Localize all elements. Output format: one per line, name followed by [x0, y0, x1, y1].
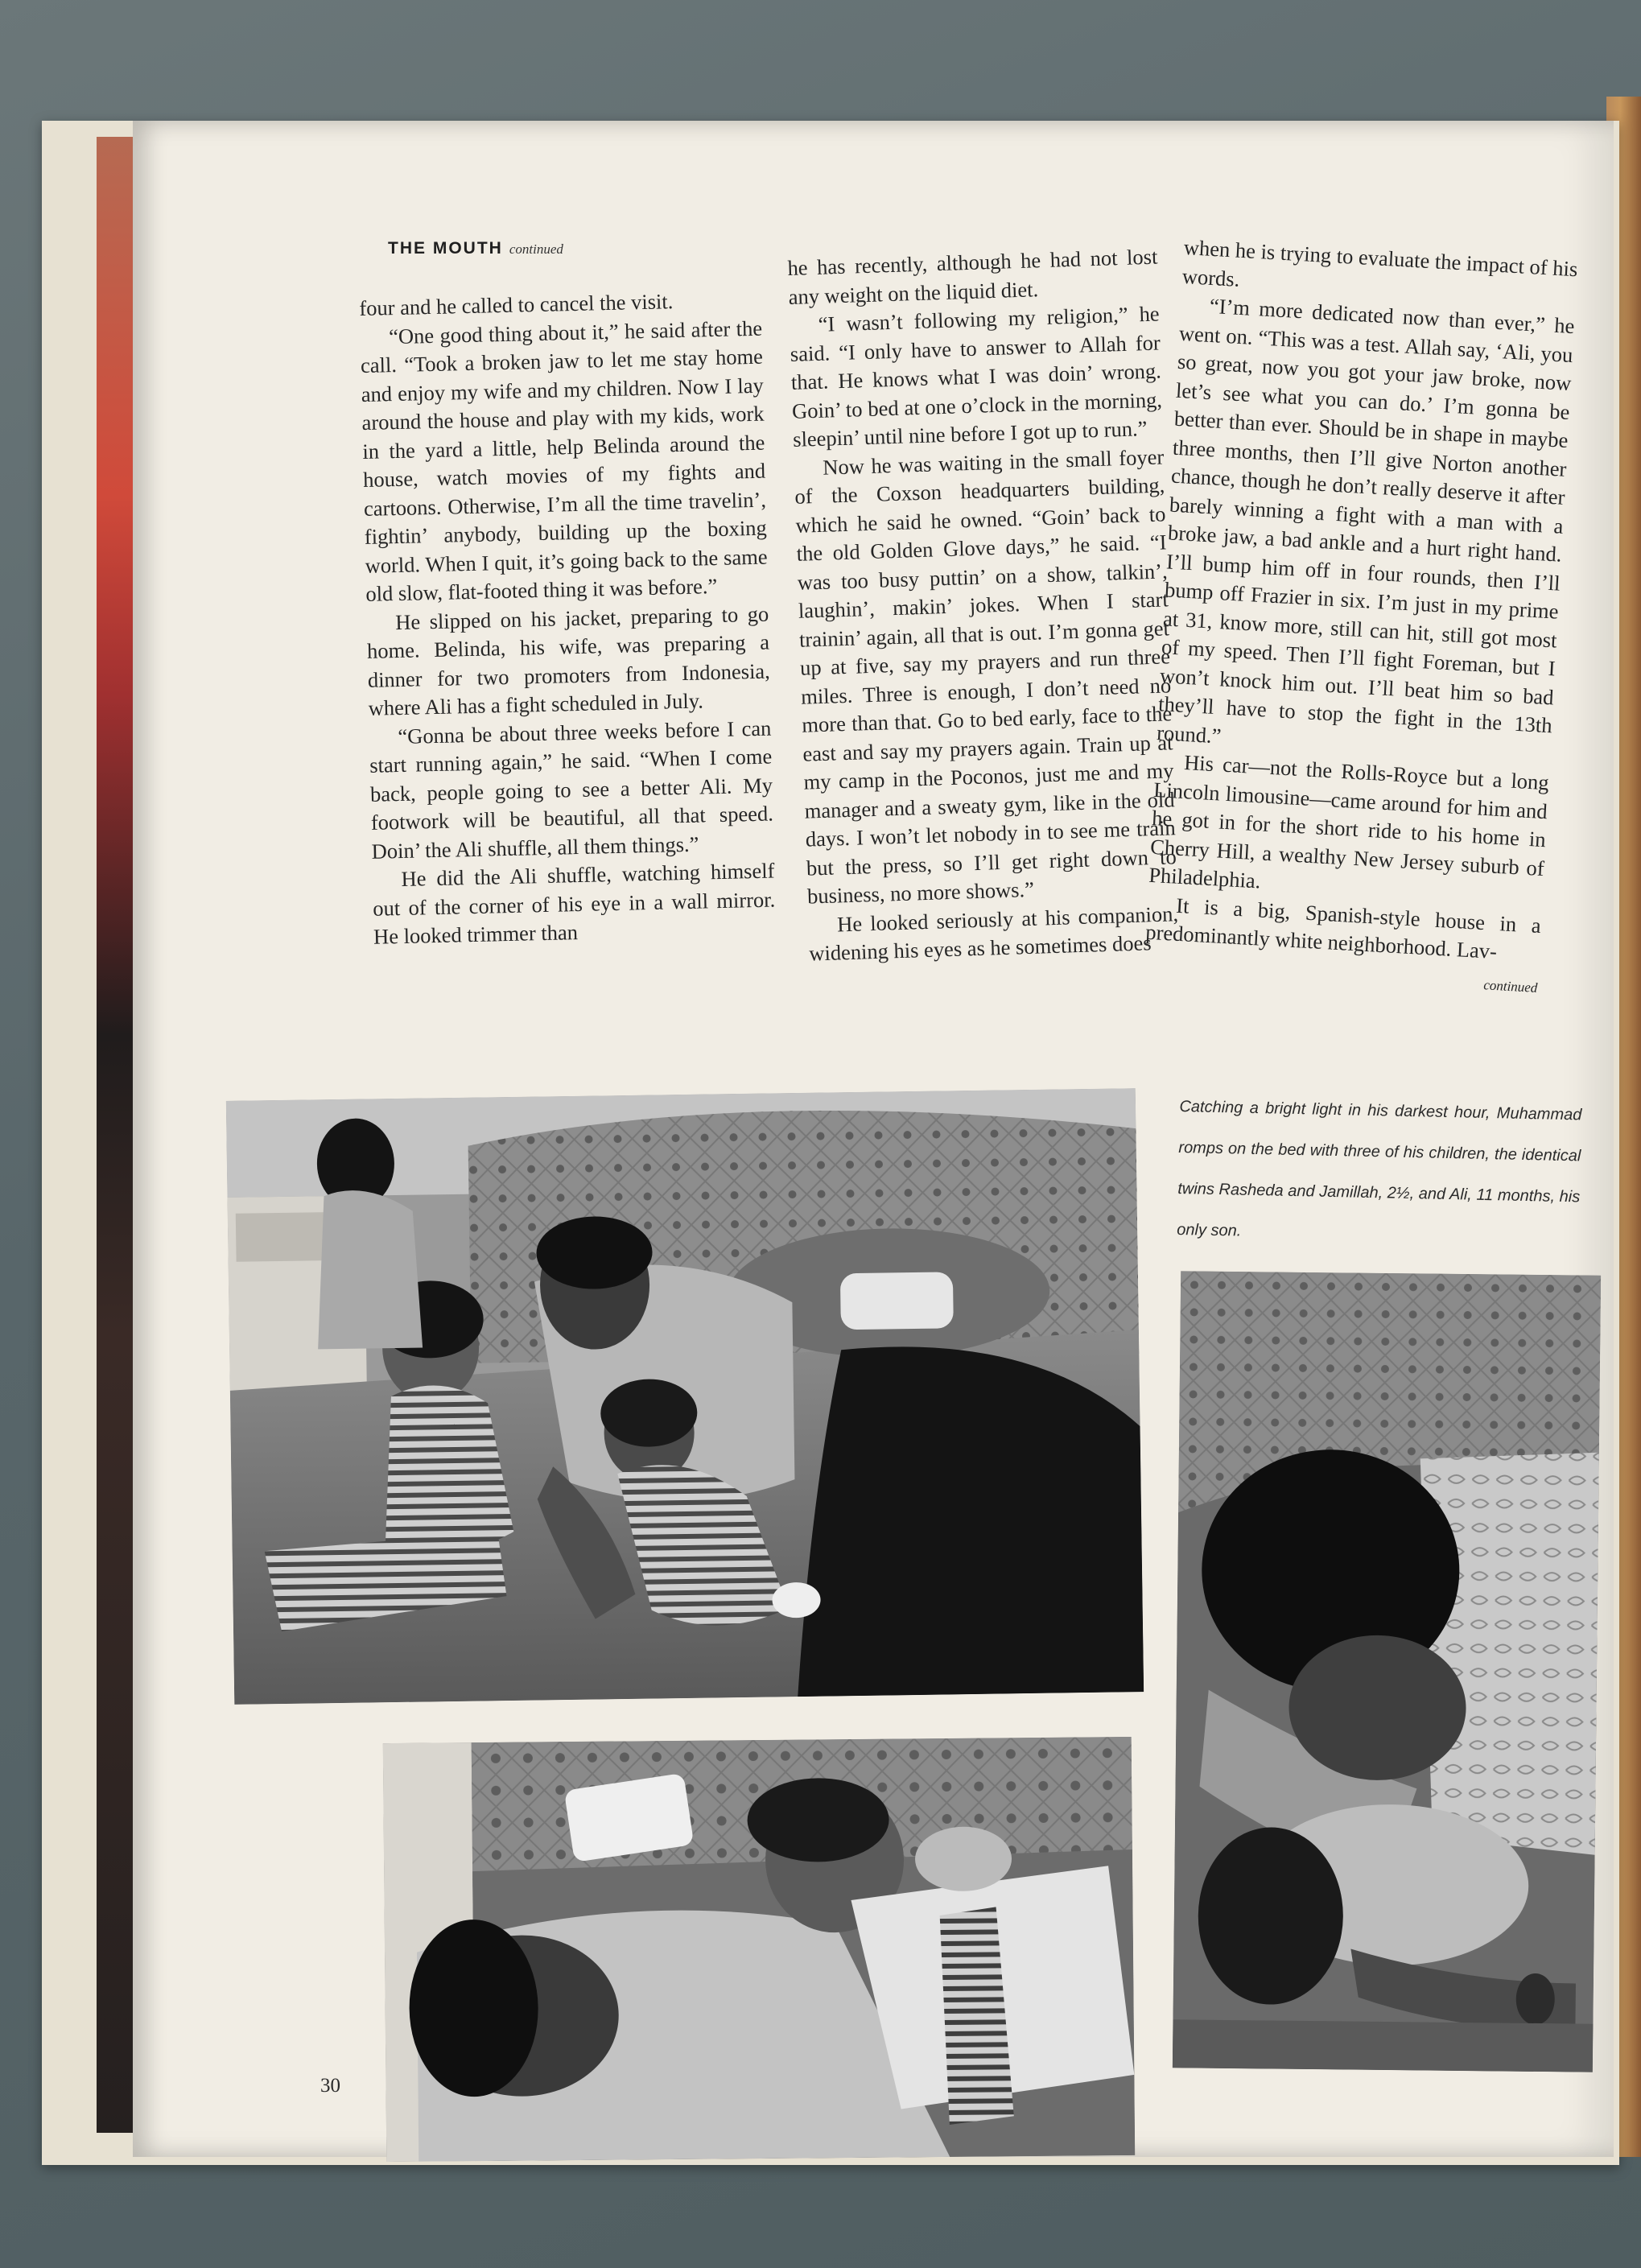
paragraph: when he is trying to evaluate the impact of his words. — [1181, 234, 1579, 291]
continued-note: continued — [1482, 976, 1538, 996]
section-continued: continued — [509, 241, 563, 257]
text-column-3 — [1143, 233, 1578, 1002]
paragraph: He slipped on his jacket, preparing to go home. Belinda, his wife, was preparing a dinner for two promoters from Indonesia, where Ali has a fight scheduled in July. — [366, 601, 771, 720]
paragraph: he has recently, although he had not lost any weight on the liquid diet. — [787, 244, 1158, 309]
page-number: 30 — [320, 2075, 340, 2097]
text-column-1 — [359, 286, 776, 952]
paragraph: four and he called to cancel the visit. — [359, 289, 674, 320]
paragraph: His car—not the Rolls-Royce but a long Lincoln limousine—came around for him and he got in for the short ride to his home in Cherry Hill, a wealthy New Jersey suburb of Philadelphia. — [1148, 750, 1550, 893]
photo-caption: Catching a bright light in his darkest hour, Muhammad romps on the bed with three of his children, the identical twins Rasheda and Jamillah, 2½, and Ali, 11 months, his only son. — [1177, 1097, 1582, 1240]
photo-family-on-bed — [226, 1088, 1144, 1705]
paragraph: He looked seriously at his companion, widening his eyes as he sometimes does — [808, 901, 1179, 966]
paragraph: Now he was waiting in the small foyer of the Coxson headquarters building, which he said he owned. “Goin’ back to the old Golden Glove days,” he said. “I was too busy puttin’ on a show, talkin’, laughin’, makin’ jokes. When I start trainin’ again, all that is out. I’m gonna get up at five, say my prayers and run three miles. Three is enough, I don’t need no more than that. Go to bed early, face to the east and say my prayers again. Train up at my camp in the Poconos, just me and my manager and a sweaty gym, like in the old days. I won’t let nobody in to see me train but the press, so I’ll get right down to business, no more shows.” — [794, 443, 1177, 909]
paragraph: He did the Ali shuffle, watching himself out of the corner of his eye in a wall mirror. He looked trimmer than — [372, 858, 776, 949]
section-title: THE MOUTH — [388, 239, 503, 258]
paragraph: “I wasn’t following my religion,” he said. “I only have to answer to Allah for that. He knows what I was doin’ wrong. Goin’ to bed at one o’clock in the morning, sleepin’ until nine before I got up to run.” — [790, 301, 1163, 452]
section-header — [388, 239, 563, 258]
paragraph: “I’m more dedicated now than ever,” he went on. “This was a test. Allah say, ‘Ali, you so great, now you got your jaw broke, now let’s see what you can do.’ I’m gonna be better than ever. Should be in shape in maybe three months, then I’ll give Norton another chance, though he don’t really deserve it after barely winning a fight with a man with a broke jaw, a bad ankle and a hurt right hand. I’ll bump him off in four rounds, then I’ll bump off Frazier in six. I’m just in my prime at 31, know more, still can hit, still got most of my speed. Then I’ll fight Foreman, but I won’t knock him out. I’ll beat him so bad they’ll have to stop the fight in the 13th round.” — [1156, 293, 1576, 748]
text-column-2 — [787, 243, 1180, 969]
paragraph: It is a big, Spanish-style house in a predominantly white neighborhood. Lav- — [1144, 893, 1542, 964]
photo-father-and-baby — [383, 1737, 1136, 2162]
paragraph: “Gonna be about three weeks before I can start running again,” he said. “When I come back, people going to see a better Ali. My footwork will be beautiful, all that speed. Doin’ the Ali shuffle, all them things.” — [369, 715, 774, 864]
photo-father-kissing-child — [1173, 1271, 1601, 2072]
paragraph: “One good thing about it,” he said after the call. “Took a broken jaw to let me stay home and enjoy my wife and my children. Now I lay around the house and play with my kids, work in the yard a little, help Belinda around the house, watch movies of my fights and cartoons. Otherwise, I’m all the time travelin’, fightin’ anybody, building up the boxing world. When I quit, it’s going back to the same old slow, flat-footed thing it was before.” — [360, 315, 768, 606]
